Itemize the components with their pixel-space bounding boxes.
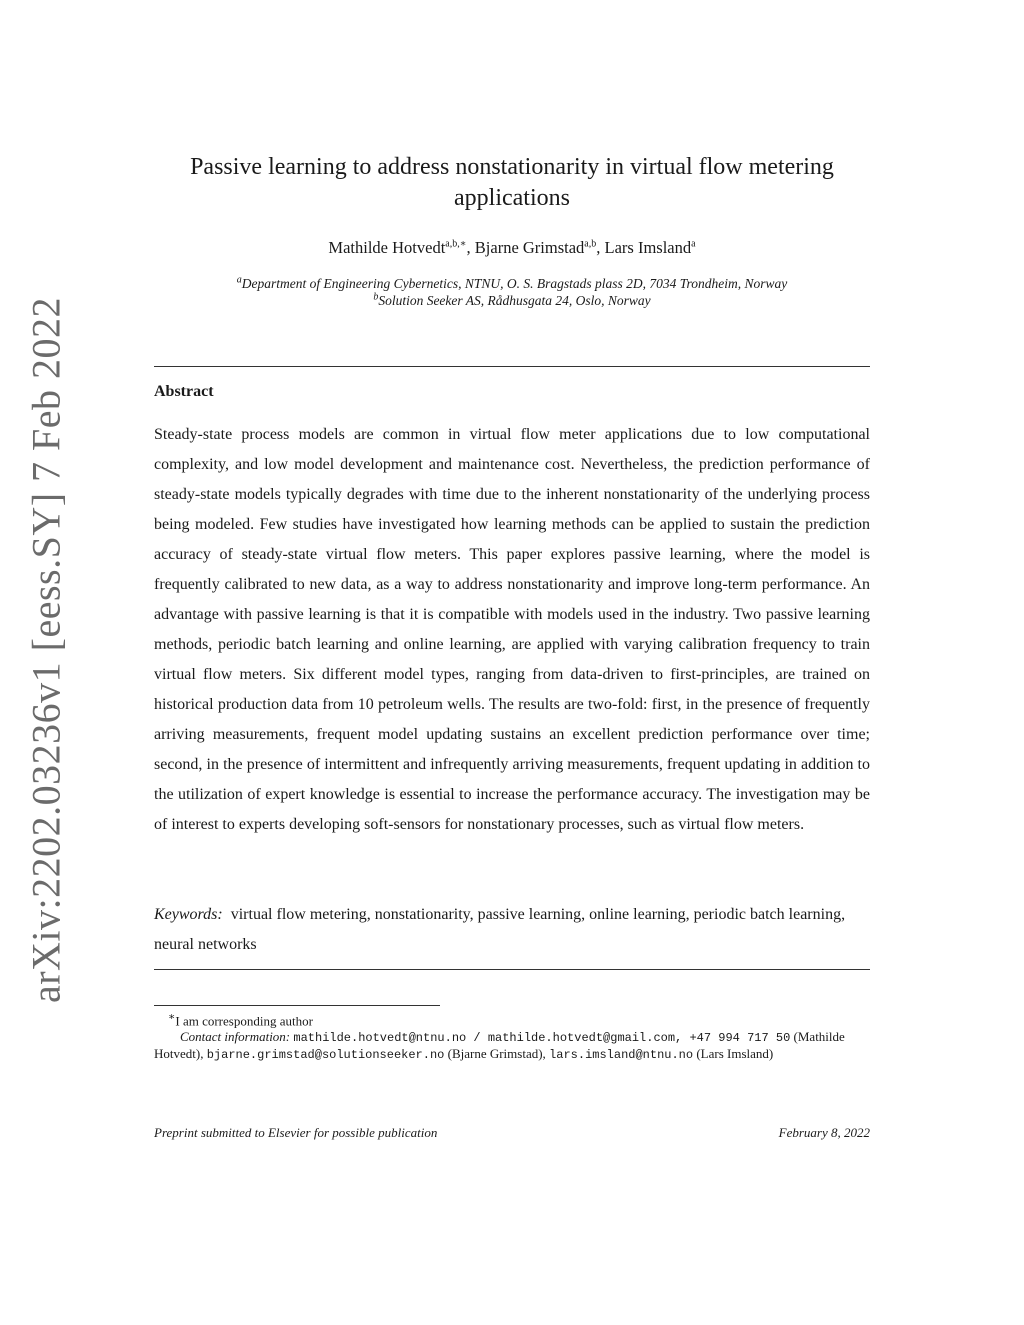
- paper-title: Passive learning to address nonstationarity in virtual flow metering applications: [190, 154, 834, 211]
- abstract-heading: Abstract: [154, 383, 214, 400]
- keywords: [154, 900, 870, 960]
- keywords-text: virtual flow metering, nonstationarity, passive learning, online learning, periodic batch learning, neural networks: [154, 906, 846, 953]
- email-link-grimstad[interactable]: bjarne.grimstad@solutionseeker.no: [206, 1048, 445, 1063]
- affiliations: [154, 275, 870, 309]
- contact-name-hotvedt: (Mathilde Hotvedt),: [154, 1029, 845, 1062]
- affiliation-mark: a: [236, 274, 242, 286]
- affiliation-text: Solution Seeker AS, Rådhusgata 24, Oslo, Norway: [378, 293, 651, 308]
- email-link-hotvedt[interactable]: mathilde.hotvedt@ntnu.no / mathilde.hotvedt@gmail.com, +47 994 717 50: [293, 1031, 791, 1046]
- abstract-top-rule: [154, 366, 870, 367]
- affiliation-mark: b: [373, 291, 379, 303]
- email-link-imsland[interactable]: lars.imsland@ntnu.no: [549, 1048, 694, 1063]
- arxiv-identifier: arXiv:2202.03236v1 [eess.SY] 7 Feb 2022: [23, 296, 69, 1004]
- author-name: Bjarne Grimstad: [474, 238, 585, 257]
- footnote-corresponding-text: I am corresponding author: [175, 1013, 313, 1029]
- abstract-body: Steady-state process models are common in virtual flow meter applications due to low computational complexity, and low model development and maintenance cost. Nevertheless, the prediction performance of steady-state models typically degrades with time due to the inherent nonstationarity of the underlying process being modeled. Few studies have investigated how learning methods can be applied to sustain the prediction accuracy of steady-state virtual flow meters. This paper explores passive learning, where the model is frequently calibrated to new data, as a way to address nonstationarity and improve long-term performance. An advantage with passive learning is that it is compatible with models used in the industry. Two passive learning methods, periodic batch learning and online learning, are applied with varying calibration frequency to train virtual flow meters. Six different model types, ranging from data-driven to first-principles, are trained on historical production data from 10 petroleum wells. The results are two-fold: first, in the presence of frequently arriving measurements, frequent model updating sustains an excellent prediction performance over time; second, in the presence of intermittent and infrequently arriving measurements, frequent updating in addition to the utilization of expert knowledge is essential to increase the performance accuracy. The investigation may be of interest to experts developing soft-sensors for nonstationary processes, such as virtual flow meters.: [154, 426, 870, 833]
- author-name: Mathilde Hotvedt: [328, 238, 446, 257]
- footnote-corresponding: [154, 1009, 870, 1029]
- contact-name-imsland: (Lars Imsland): [696, 1046, 774, 1062]
- affiliation-line: [154, 275, 870, 292]
- contact-name-grimstad: (Bjarne Grimstad),: [447, 1046, 546, 1062]
- footnote-contact: [154, 1029, 870, 1063]
- author-affiliation-mark: a,b,∗: [445, 238, 467, 250]
- abstract-bottom-rule: [154, 969, 870, 970]
- author-name: Lars Imsland: [604, 238, 692, 257]
- footnote-mark: ∗: [168, 1011, 176, 1023]
- footnote: [154, 1009, 870, 1063]
- contact-label: Contact information:: [180, 1029, 291, 1045]
- author-affiliation-mark: a,b: [584, 238, 597, 250]
- keywords-label: Keywords:: [154, 906, 223, 923]
- affiliation-line: [154, 292, 870, 309]
- author-affiliation-mark: a: [691, 238, 696, 250]
- footer-preprint-note: Preprint submitted to Elsevier for possible publication: [154, 1125, 438, 1140]
- footer-date: February 8, 2022: [778, 1125, 870, 1140]
- footnote-rule: [154, 1005, 440, 1006]
- affiliation-text: Department of Engineering Cybernetics, NTNU, O. S. Bragstads plass 2D, 7034 Trondheim, Norway: [241, 276, 788, 291]
- author-list: Mathilde Hotvedt$^{a,b,∗}$, Bjarne Grimstad$^{a,b}$, Lars Imsland$^a$: [328, 238, 696, 257]
